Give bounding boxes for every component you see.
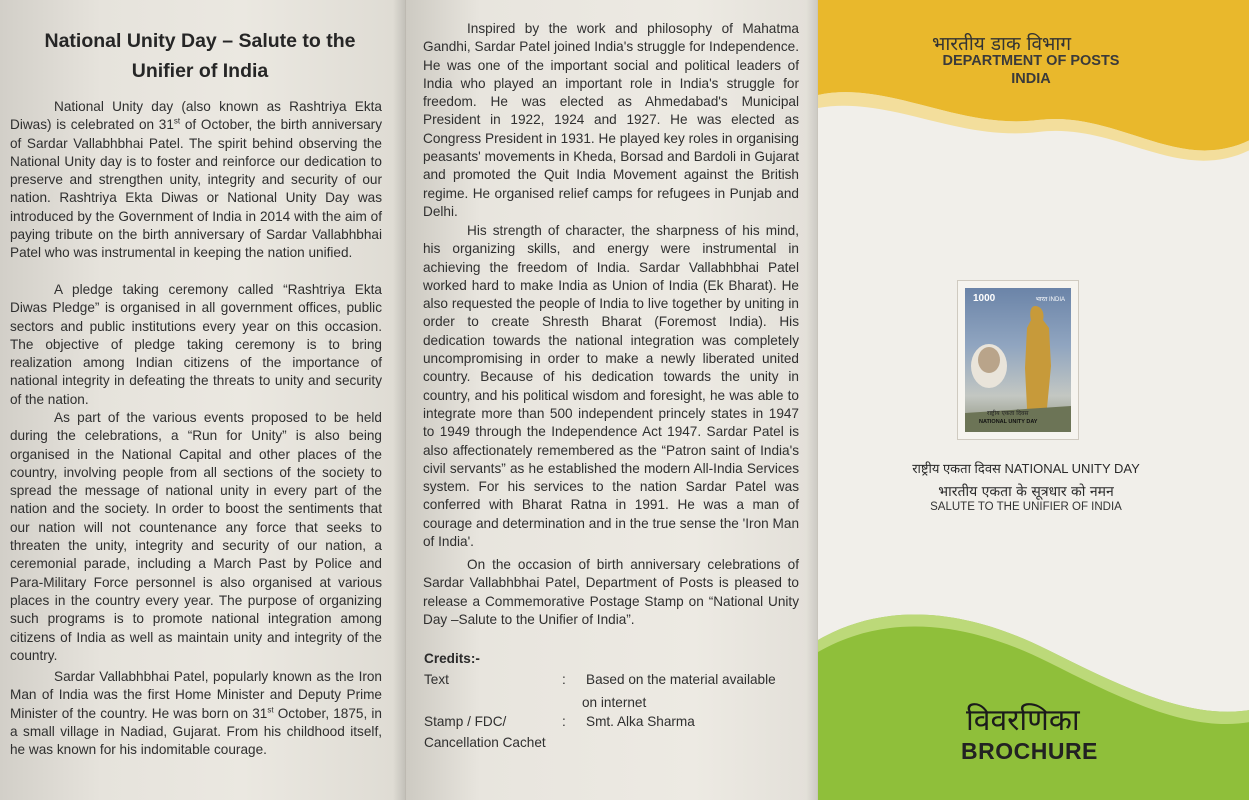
paragraph-patel-bio-a: Sardar Vallabhbhai Patel, popularly known as the Iron Man of India was the first Home Minister and Deputy Prime Minister of the country. He was born on 31 bbox=[10, 669, 382, 721]
stamp-subtitle: SALUTE TO THE UNIFIER OF INDIA bbox=[930, 501, 1122, 513]
paragraph-patel-bio-b: October, 1875, in a small village in Nadiad, Gujarat. From his childhood itself, he was known for his indomitable courage. bbox=[10, 705, 382, 758]
middle-panel bbox=[405, 0, 818, 800]
paragraph-release: On the occasion of birth anniversary celebrations of Sardar Vallabhbhai Patel, Department of Posts is pleased to release a Commemorative Postage Stamp on “National Unity Day –Salute to the Unifier of India”. bbox=[423, 557, 799, 627]
credit-separator: : bbox=[562, 672, 566, 687]
credit-separator: : bbox=[562, 714, 566, 729]
paragraph-struggle: Inspired by the work and philosophy of Mahatma Gandhi, Sardar Patel joined India's struggle for Independence. He was one of the important social and political leaders of India who played an important role in India's struggle for freedom. He was elected as Ahmedabad's Municipal President in 1922, 1924 and 1927. He was elected as Congress President in 1931. He played key roles in organising peasants' movements in Kheda, Borsad and Bardoli in Gujarat and promoted the Quit India Movement against the British regime. He organised relief camps for refugees in Punjab and Delhi. bbox=[423, 21, 799, 219]
credit-label-stamp-1: Stamp / FDC/ bbox=[424, 714, 507, 729]
superscript: st bbox=[267, 705, 274, 715]
credits-heading: Credits:- bbox=[424, 651, 480, 666]
stamp-title: राष्ट्रीय एकता दिवस NATIONAL UNITY DAY bbox=[912, 461, 1140, 476]
credit-label-stamp-2: Cancellation Cachet bbox=[424, 735, 546, 750]
credit-value-text-1: Based on the material available bbox=[586, 672, 776, 687]
cover-panel bbox=[817, 0, 1249, 800]
department-line-1: DEPARTMENT OF POSTS bbox=[942, 53, 1120, 69]
department-name-hindi: भारतीय डाक विभाग bbox=[932, 33, 1072, 55]
stamp-country: भारत INDIA bbox=[1035, 297, 1065, 303]
credit-value-text-2: on internet bbox=[582, 695, 647, 710]
stamp-caption: NATIONAL UNITY DAY bbox=[979, 419, 1038, 425]
brochure-label-hindi: विवरणिका bbox=[966, 703, 1080, 738]
brochure-label: BROCHURE bbox=[961, 738, 1098, 764]
department-line-2: INDIA bbox=[1011, 71, 1051, 87]
department-name bbox=[906, 52, 1156, 88]
postage-stamp bbox=[957, 280, 1079, 440]
left-panel bbox=[0, 0, 405, 800]
paragraph-pledge: A pledge taking ceremony called “Rashtriya Ekta Diwas Pledge” is organised in all government offices, public sectors and public institutions every year on this occasion. The objective of pledge taking ceremony is to bring realization among Indian citizens of the importance of national integrity in defeating the threats to unity and security of the nation. bbox=[10, 282, 382, 407]
paragraph-intro-a: National Unity day (also known as Rashtriya Ekta Diwas) is celebrated on 31 bbox=[10, 99, 382, 133]
stamp-denomination: 1000 bbox=[973, 293, 996, 304]
stamp-subtitle-hindi: भारतीय एकता के सूत्रधार को नमन bbox=[938, 484, 1114, 500]
stamp-caption-hindi: राष्ट्रीय एकता दिवस bbox=[987, 410, 1029, 417]
paragraph-run-for-unity: As part of the various events proposed to be held during the celebrations, a “Run for Unity” is also being organised in the National Capital and other places of the country, involving people from all sections of the society to spread the message of national unity in every part of the nation and the society. In order to boost the sentiments that our nation will not countenance any force that seeks to threaten the unity, integrity and security of our nation, a ceremonial parade, including a March Past by Police and Para-Military Force personnel is also organised at various places in the country every year. The purpose of organizing such programs is to promote national integration among citizens of India as well as maintain unity and integrity of the country. bbox=[10, 410, 382, 663]
fold-shadow bbox=[393, 0, 405, 800]
paragraph-intro bbox=[10, 98, 382, 263]
credit-value-stamp: Smt. Alka Sharma bbox=[586, 714, 695, 729]
credit-label-text: Text bbox=[424, 672, 449, 687]
paragraph-character: His strength of character, the sharpness of his mind, his organizing skills, and energy were instrumental in achieving the freedom of India. Sardar Vallabhbhai Patel worked hard to make India as Union of India (Ek Bharat). He also requested the people of India to live together by uniting in order to create Shresth Bharat (Foremost India). His dedication towards the national integration was completely uncompromising in order to make a newly liberated united country. Because of his dedication towards the unity in country, and his political wisdom and foresight, he was able to integrate more than 500 independent princely states in 1947 to 1949 through the Independence Act 1947. Sardar Patel is also affectionately remembered as the “Patron saint of India's civil servants” as he established the modern All-India Services system. For his services to the nation Sardar Patel was conferred with Bharat Ratna in 1991. He was a man of courage and determination and in the true sense the 'Iron Man of India'. bbox=[423, 223, 799, 550]
paragraph-patel-bio bbox=[10, 668, 382, 759]
brochure-title: National Unity Day – Salute to the Unifier of India bbox=[44, 30, 356, 82]
paragraph-intro-b: of October, the birth anniversary of Sardar Vallabhbhai Patel. The spirit behind observing the National Unity day is to foster and reinforce our dedication to preserve and strengthen unity, integrity and security of our nation. Rashtriya Ekta Diwas or National Unity Day was introduced by the Government of India in 2014 with the aim of paying tribute on the birth anniversary of Sardar Vallabhbhai Patel who was instrumental in keeping the nation unified. bbox=[10, 117, 382, 261]
stamp-artwork bbox=[965, 288, 1071, 432]
superscript: st bbox=[173, 116, 181, 126]
